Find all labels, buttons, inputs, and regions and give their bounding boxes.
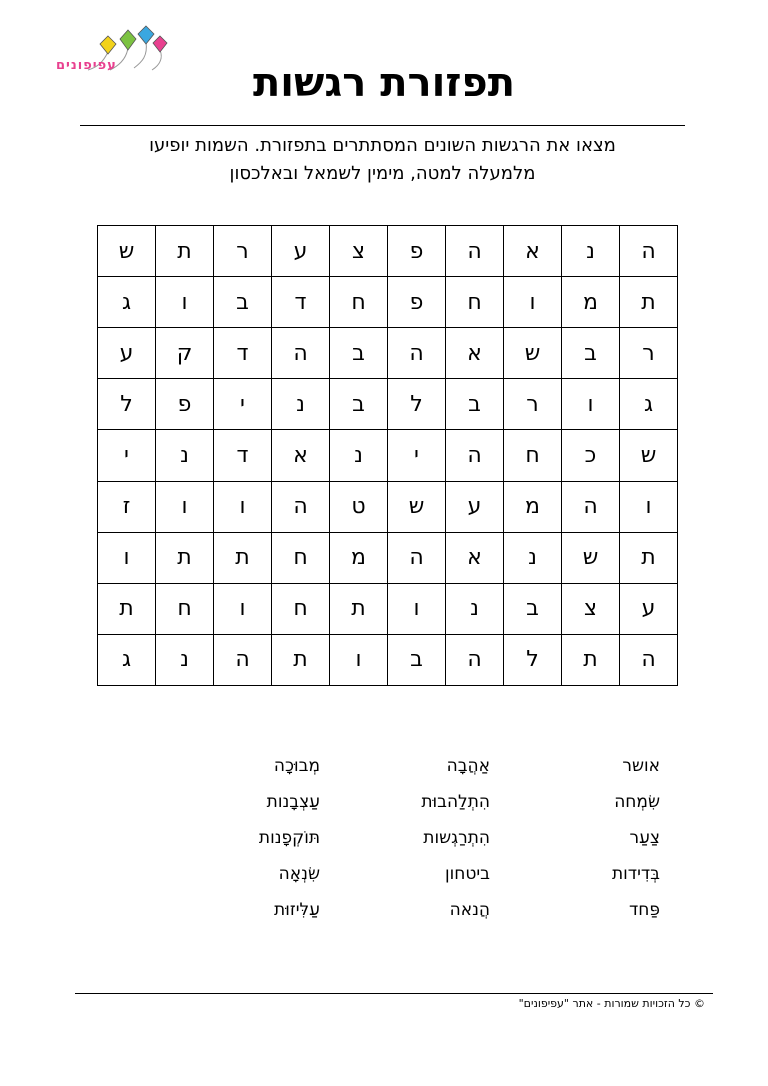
grid-cell[interactable]: ח (330, 277, 388, 328)
grid-cell[interactable]: ו (98, 532, 156, 583)
grid-cell[interactable]: נ (562, 226, 620, 277)
grid-cell[interactable]: א (504, 226, 562, 277)
grid-cell[interactable]: כ (562, 430, 620, 481)
grid-cell[interactable]: מ (562, 277, 620, 328)
word-item: אושר (622, 756, 660, 776)
grid-cell[interactable]: נ (446, 583, 504, 634)
grid-cell[interactable]: ת (156, 226, 214, 277)
grid-cell[interactable]: נ (156, 634, 214, 685)
grid-cell[interactable]: ר (504, 379, 562, 430)
grid-cell[interactable]: ד (272, 277, 330, 328)
grid-cell[interactable]: ש (504, 328, 562, 379)
grid-row (98, 430, 678, 481)
grid-row (98, 226, 678, 277)
word-item: עַצְבָנות (266, 792, 320, 812)
grid-cell[interactable]: ח (272, 583, 330, 634)
grid-cell[interactable]: ח (446, 277, 504, 328)
grid-cell[interactable]: ל (388, 379, 446, 430)
grid-cell[interactable]: ד (214, 328, 272, 379)
word-item: מְבוּכָה (273, 756, 320, 776)
divider-top (80, 125, 685, 126)
grid-row (98, 379, 678, 430)
word-search-grid (97, 225, 678, 686)
grid-cell[interactable]: ת (620, 532, 678, 583)
grid-cell[interactable]: ו (620, 481, 678, 532)
grid-cell[interactable]: ו (330, 634, 388, 685)
grid-row (98, 583, 678, 634)
grid-cell[interactable]: ב (562, 328, 620, 379)
grid-cell[interactable]: ה (446, 226, 504, 277)
grid-cell[interactable]: ו (504, 277, 562, 328)
grid-cell[interactable]: ט (330, 481, 388, 532)
grid-row (98, 481, 678, 532)
grid-cell[interactable]: ש (620, 430, 678, 481)
grid-cell[interactable]: ו (214, 481, 272, 532)
word-item: ביטחון (444, 864, 490, 884)
grid-cell[interactable]: ב (214, 277, 272, 328)
grid-cell[interactable]: מ (330, 532, 388, 583)
grid-cell[interactable]: ל (504, 634, 562, 685)
grid-cell[interactable]: ח (156, 583, 214, 634)
word-item: צַעַר (629, 828, 660, 848)
grid-cell[interactable]: ב (330, 328, 388, 379)
grid-cell[interactable]: ת (272, 634, 330, 685)
word-item: הִתְלַהבוּת (421, 792, 490, 812)
grid-cell[interactable]: ח (504, 430, 562, 481)
grid-cell[interactable]: י (214, 379, 272, 430)
grid-cell[interactable]: נ (156, 430, 214, 481)
word-item: בְּדִידות (612, 864, 660, 884)
word-item: תּוֹקְפָנות (258, 828, 320, 848)
grid-cell[interactable]: א (446, 532, 504, 583)
grid-cell[interactable]: צ (562, 583, 620, 634)
grid-cell[interactable]: ו (562, 379, 620, 430)
grid-cell[interactable]: ל (98, 379, 156, 430)
grid-cell[interactable]: צ (330, 226, 388, 277)
grid-row (98, 328, 678, 379)
grid-row (98, 634, 678, 685)
word-list (150, 752, 660, 932)
grid-cell[interactable]: י (388, 430, 446, 481)
grid-cell[interactable]: ב (388, 634, 446, 685)
logo-text: עפיפונים (56, 58, 117, 73)
grid-cell[interactable]: ו (214, 583, 272, 634)
grid-cell[interactable]: ת (214, 532, 272, 583)
grid-cell[interactable]: ה (272, 328, 330, 379)
grid-cell[interactable]: ה (214, 634, 272, 685)
grid-cell[interactable]: ח (272, 532, 330, 583)
grid-cell[interactable]: נ (330, 430, 388, 481)
grid-cell[interactable]: ת (330, 583, 388, 634)
grid-cell[interactable]: ה (620, 634, 678, 685)
grid-cell[interactable]: י (98, 430, 156, 481)
grid-cell[interactable]: ה (562, 481, 620, 532)
grid-cell[interactable]: ד (214, 430, 272, 481)
grid-cell[interactable]: ע (98, 328, 156, 379)
grid-row (98, 277, 678, 328)
grid-cell[interactable]: ר (214, 226, 272, 277)
grid-cell[interactable]: מ (504, 481, 562, 532)
grid-cell[interactable]: ש (562, 532, 620, 583)
grid-cell[interactable]: ג (98, 277, 156, 328)
grid-cell[interactable]: ת (156, 532, 214, 583)
grid-cell[interactable]: ע (446, 481, 504, 532)
grid-cell[interactable]: א (272, 430, 330, 481)
grid-cell[interactable]: ת (620, 277, 678, 328)
grid-cell[interactable]: ו (388, 583, 446, 634)
instructions-line-1: מצאו את הרגשות השונים המסתתרים בתפזורת. השמות יופיעו (149, 135, 616, 156)
grid-cell[interactable]: ג (620, 379, 678, 430)
word-item: שִׂמְחה (614, 792, 660, 812)
grid-cell[interactable]: ת (562, 634, 620, 685)
grid-cell[interactable]: ז (98, 481, 156, 532)
grid-cell[interactable]: ה (446, 634, 504, 685)
grid-cell[interactable]: ו (156, 277, 214, 328)
instructions (80, 132, 685, 188)
grid-cell[interactable]: נ (504, 532, 562, 583)
copyright-footer: © כל הזכויות שמורות - אתר "עפיפונים" (518, 997, 705, 1010)
grid-cell[interactable]: פ (388, 277, 446, 328)
grid-cell[interactable]: ק (156, 328, 214, 379)
grid-cell[interactable]: ב (504, 583, 562, 634)
grid-cell[interactable]: ו (156, 481, 214, 532)
grid-cell[interactable]: ה (446, 430, 504, 481)
grid-cell[interactable]: ע (620, 583, 678, 634)
grid-cell[interactable]: ש (98, 226, 156, 277)
grid-cell[interactable]: א (446, 328, 504, 379)
grid-cell[interactable]: ה (620, 226, 678, 277)
grid-cell[interactable]: ב (446, 379, 504, 430)
grid-cell[interactable]: ה (388, 328, 446, 379)
grid-cell[interactable]: ה (272, 481, 330, 532)
divider-bottom (75, 993, 713, 994)
word-item: אַהֲבָה (446, 756, 490, 776)
grid-cell[interactable]: ב (330, 379, 388, 430)
grid-row (98, 532, 678, 583)
word-item: עַלִּיזוּת (274, 900, 320, 920)
grid-cell[interactable]: ש (388, 481, 446, 532)
grid-cell[interactable]: נ (272, 379, 330, 430)
word-item: פַּחד (628, 900, 660, 920)
word-item: הֲנאה (449, 900, 490, 920)
grid-cell[interactable]: ע (272, 226, 330, 277)
grid-cell[interactable]: ת (98, 583, 156, 634)
instructions-line-2: מלמעלה למטה, מימין לשמאל ובאלכסון (229, 163, 536, 184)
word-item: שִׂנְאָה (278, 864, 320, 884)
grid-cell[interactable]: ג (98, 634, 156, 685)
grid-cell[interactable]: פ (388, 226, 446, 277)
grid-cell[interactable]: פ (156, 379, 214, 430)
grid-cell[interactable]: ה (388, 532, 446, 583)
grid-cell[interactable]: ר (620, 328, 678, 379)
word-item: הִתְרַגְשות (423, 828, 490, 848)
page-title: תפזורת רגשות (252, 60, 516, 106)
